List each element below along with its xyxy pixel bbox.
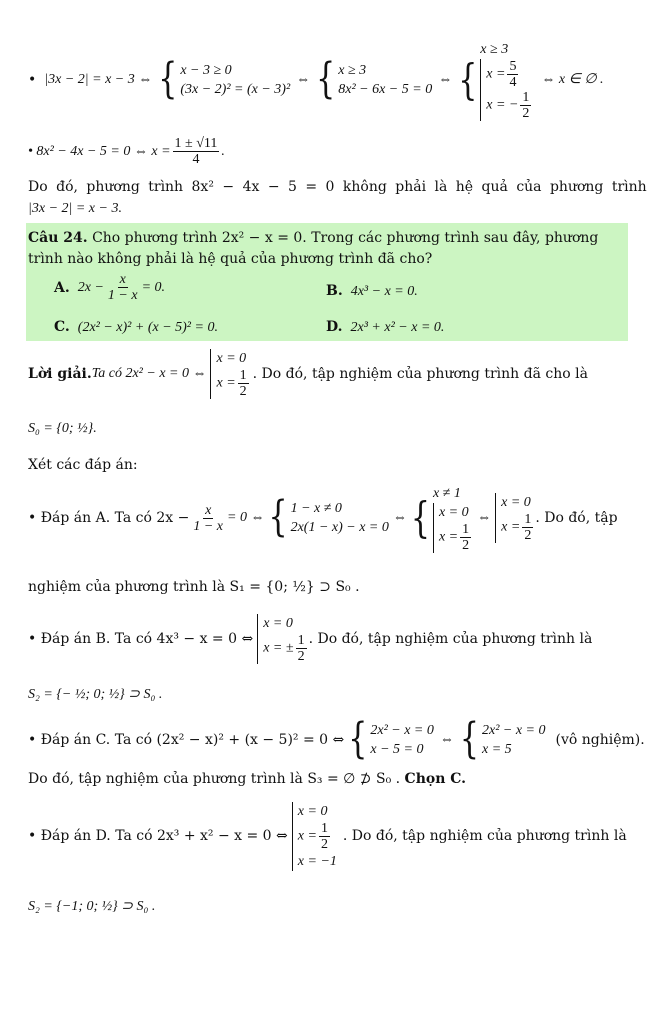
row-lhs: x = (216, 375, 236, 391)
numerator: 1 (297, 633, 305, 648)
sys-row: x ≥ 3 (338, 63, 367, 78)
bracket-group (433, 503, 473, 553)
row-lhs: x = ± (263, 640, 294, 656)
system (459, 714, 546, 764)
analysis-text: . Do đó, tập nghiệm của phương trình là (342, 828, 627, 844)
fraction (507, 59, 518, 90)
solution-text: . Do đó, tập nghiệm của phương trình đã cho là (252, 366, 588, 382)
quadratic-lhs: • 8x² − 4x − 5 = 0 ⇔ x = (28, 143, 171, 159)
option-c (54, 318, 218, 337)
denominator: 2 (320, 836, 328, 852)
paragraph-line: Do đó, phương trình 8x² − 4x − 5 = 0 không phải là hệ quả của phương trình (28, 179, 647, 195)
analysis-c-line2 (28, 770, 466, 788)
question-label: Câu 24. (28, 230, 88, 246)
solution-expr: Ta có 2x² − x = 0 ⇔ (91, 366, 207, 381)
system (268, 492, 389, 542)
option-expr: = 0. (141, 279, 166, 295)
option-d (326, 318, 444, 337)
numerator: 1 (462, 521, 470, 537)
numerator: 1 ± √11 (174, 136, 218, 151)
analysis-text: . Do đó, tập (535, 510, 618, 526)
answer-choice: Chọn C. (404, 771, 467, 787)
abs-equation: |3x − 2| = x − 3 ⇔ (44, 72, 153, 87)
bracket (257, 614, 258, 664)
system (348, 714, 434, 764)
numerator: 1 (239, 368, 247, 383)
fraction (191, 503, 225, 534)
analysis-text: • Đáp án B. Ta có 4x³ − x = 0 ⇔ (28, 631, 254, 647)
sys-row: x ≥ 3 (480, 41, 509, 57)
analysis-b-line2: S₂ = {− ½; 0; ½} ⊃ S₀ . (28, 687, 163, 702)
brace: { (158, 54, 178, 104)
bullet: • (28, 72, 37, 88)
bracket-group (257, 614, 308, 664)
question-text: Cho phương trình 2x² − x = 0. Trong các phương trình sau đây, phương (87, 230, 599, 246)
s0-line (28, 420, 97, 438)
paragraph-line: Xét các đáp án: (28, 457, 138, 473)
option-a (54, 272, 165, 303)
analysis-d (28, 792, 627, 880)
brace: { (459, 714, 479, 764)
denominator: 1 − x (107, 288, 138, 303)
option-expr: (2x² − x)² + (x − 5)² = 0. (77, 320, 218, 335)
sys-row: x − 5 = 0 (370, 742, 424, 757)
denominator: 2 (524, 528, 532, 543)
sys-row (298, 821, 337, 852)
sys-row: 2x(1 − x) − x = 0 (290, 520, 389, 535)
analysis-a (28, 478, 618, 558)
analysis-c (28, 714, 645, 764)
denominator: 2 (239, 384, 247, 399)
brace: { (410, 492, 430, 542)
analysis-expr: = 0 ⇔ (227, 510, 265, 525)
sys-row: x = 5 (481, 742, 512, 757)
numerator: x (119, 272, 126, 287)
option-label: C. (54, 319, 70, 335)
fraction (319, 821, 330, 852)
numerator: 5 (509, 58, 517, 74)
fraction (460, 522, 471, 553)
paragraph-line: |3x − 2| = x − 3. (28, 201, 122, 216)
solution-line (28, 344, 588, 404)
s0-set: {0; ½} (56, 421, 94, 436)
iff-symbol: ⇔ (477, 510, 492, 525)
sys-row (486, 90, 533, 121)
sys-row: 2x² − x = 0 (481, 723, 546, 738)
period: . (93, 421, 97, 436)
numerator: 1 (320, 820, 328, 836)
bracket (292, 802, 293, 871)
analysis-d-line2: S₂ = {−1; 0; ½} ⊃ S₀ . (28, 899, 156, 914)
sys-row: 2x² − x = 0 (370, 723, 434, 738)
sys-row: 8x² − 6x − 5 = 0 (338, 82, 433, 97)
analysis-text: • Đáp án C. Ta có (2x² − x)² + (x − 5)² = 0 ⇔ (28, 732, 345, 748)
bracket-group (495, 493, 535, 543)
analysis-a-line2: nghiệm của phương trình là S₁ = {0; ½} ⊃ S₀ . (28, 579, 360, 595)
brace: { (268, 492, 288, 542)
fraction (522, 512, 533, 543)
analysis-text: . Do đó, tập nghiệm của phương trình là (308, 631, 593, 647)
denominator: 4 (509, 74, 517, 90)
sys-row (439, 522, 473, 553)
row-lhs: x = (486, 66, 506, 82)
bracket (495, 493, 496, 543)
row-lhs: x = (501, 519, 521, 535)
iff-symbol: ⇔ (438, 72, 453, 87)
solution-label: Lời giải. (28, 366, 92, 382)
fraction (296, 633, 307, 664)
sys-row: x = 0 (501, 495, 531, 510)
denominator: 2 (297, 649, 305, 664)
option-label: A. (54, 279, 70, 296)
sys-row: x = −1 (297, 853, 337, 869)
fraction (106, 272, 140, 303)
result: ⇔ x ∈ ∅ . (541, 72, 604, 87)
bracket (480, 59, 481, 121)
denominator: 2 (462, 537, 470, 553)
bullet-absolute-equation (28, 40, 604, 120)
system-3 (458, 40, 533, 121)
question-line (28, 229, 598, 247)
option-label: B. (326, 283, 343, 299)
sys-row: x − 3 ≥ 0 (180, 63, 232, 78)
sys-row: x ≠ 1 (432, 485, 461, 501)
sys-row: x = 0 (216, 351, 247, 366)
sys-row: (3x − 2)² = (x − 3)² (180, 82, 291, 97)
fraction (520, 90, 531, 121)
fraction (238, 368, 249, 399)
analysis-text: • Đáp án D. Ta có 2x³ + x² − x = 0 ⇔ (28, 828, 288, 844)
option-expr: 2x − (77, 279, 104, 295)
row-lhs: x = (438, 529, 459, 545)
analysis-text: • Đáp án A. Ta có 2x − (28, 510, 190, 526)
bracket-group (480, 59, 533, 121)
row-lhs: x = (297, 828, 317, 844)
sys-row (486, 59, 533, 90)
numerator: 1 (522, 89, 530, 105)
s0-label: S₀ = (28, 421, 53, 436)
iff-symbol: ⇔ (439, 732, 454, 747)
brace: { (348, 714, 368, 764)
bracket-group (292, 802, 337, 871)
option-label: D. (326, 319, 343, 335)
numerator: x (205, 502, 212, 518)
option-b (326, 282, 418, 301)
question-line: trình nào không phải là hệ quả của phương trình đã cho? (28, 251, 433, 267)
sys-row (263, 633, 308, 664)
denominator: 1 − x (193, 518, 224, 534)
fraction (173, 136, 220, 167)
bracket-group (210, 349, 250, 399)
bracket (210, 349, 211, 399)
quadratic-solution (28, 136, 225, 167)
row-lhs: x = − (486, 97, 519, 113)
system-2 (316, 54, 433, 104)
system (411, 484, 473, 553)
sys-row: 1 − x ≠ 0 (290, 501, 342, 516)
sys-row (501, 512, 535, 543)
analysis-text: Do đó, tập nghiệm của phương trình là S₃ = ∅ ⊅ S₀ . (28, 771, 401, 787)
sys-row (216, 368, 250, 399)
sys-row: x = 0 (297, 803, 328, 819)
numerator: 1 (524, 512, 532, 527)
option-expr: 2x³ + x² − x = 0. (350, 320, 445, 335)
denominator: 2 (522, 105, 530, 121)
sys-row: x = 0 (438, 504, 469, 520)
analysis-text: (vô nghiệm). (555, 732, 645, 748)
brace: { (316, 54, 336, 104)
sys-row: x = 0 (263, 616, 293, 631)
option-expr: 4x³ − x = 0. (350, 284, 418, 299)
iff-symbol: ⇔ (392, 510, 407, 525)
brace: { (458, 54, 478, 104)
system-1 (158, 54, 291, 104)
iff-symbol: ⇔ (296, 72, 311, 87)
denominator: 4 (192, 152, 200, 167)
period: . (221, 143, 225, 159)
analysis-b (28, 610, 592, 668)
bracket (433, 503, 434, 553)
